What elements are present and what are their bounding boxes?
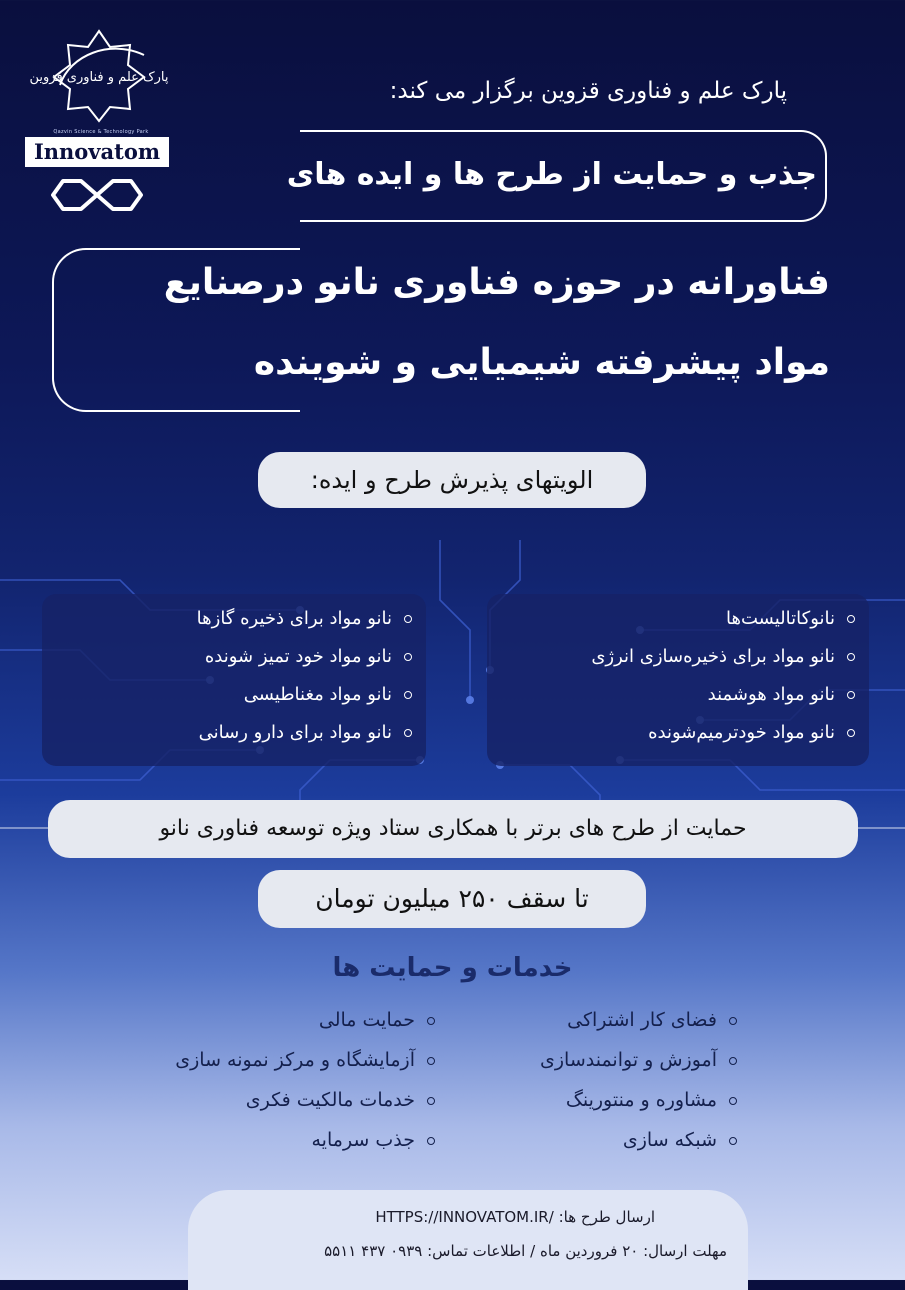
bullet-icon <box>404 615 412 623</box>
funding-ceiling: تا سقف ۲۵۰ میلیون تومان <box>258 870 646 928</box>
main-title-line-1: فناورانه در حوزه فناوری نانو درصنایع <box>163 262 830 303</box>
separator: / <box>530 1242 536 1260</box>
bullet-icon <box>729 1017 737 1025</box>
bullet-icon <box>847 653 855 661</box>
services-list-right <box>540 1000 737 1160</box>
submission-label: ارسال طرح ها: <box>558 1208 655 1226</box>
bullet-icon <box>729 1097 737 1105</box>
list-item: خدمات مالکیت فکری <box>175 1080 435 1120</box>
bullet-icon <box>729 1137 737 1145</box>
list-item: نانو مواد مغناطیسی <box>197 676 412 714</box>
park-logo-caption: Qazvin Science & Technology Park <box>53 129 149 135</box>
bullet-icon <box>847 615 855 623</box>
priorities-list-right <box>591 600 855 752</box>
innovatom-infinity-icon <box>47 175 147 215</box>
main-title-line-2: مواد پیشرفته شیمیایی و شوینده <box>253 342 830 383</box>
bullet-icon <box>427 1017 435 1025</box>
list-item: نانو مواد هوشمند <box>591 676 855 714</box>
list-item: نانوکاتالیست‌ها <box>591 600 855 638</box>
list-item: مشاوره و منتورینگ <box>540 1080 737 1120</box>
services-title: خدمات و حمایت ها <box>332 953 573 983</box>
list-item: حمایت مالی <box>175 1000 435 1040</box>
list-item: نانو مواد برای ذخیره گازها <box>197 600 412 638</box>
support-banner: حمایت از طرح های برتر با همکاری ستاد ویژه توسعه فناوری نانو <box>48 800 858 858</box>
deadline-text: مهلت ارسال: ۲۰ فروردین ماه <box>539 1242 727 1260</box>
list-item: نانو مواد خودترمیم‌شونده <box>591 714 855 752</box>
services-list-left <box>175 1000 435 1160</box>
bullet-icon <box>847 691 855 699</box>
list-item: آموزش و توانمندسازی <box>540 1040 737 1080</box>
organizer-line: پارک علم و فناوری قزوین برگزار می کند: <box>389 78 787 104</box>
bullet-icon <box>404 729 412 737</box>
submission-line <box>375 1208 655 1226</box>
headline: جذب و حمایت از طرح ها و ایده های <box>286 157 817 192</box>
park-seal-logo <box>29 25 169 125</box>
priorities-label: الویتهای پذیرش طرح و ایده: <box>258 452 646 508</box>
bullet-icon <box>427 1097 435 1105</box>
list-item: فضای کار اشتراکی <box>540 1000 737 1040</box>
svg-text:پارک علم و فناوری قزوین: پارک علم و فناوری قزوین <box>29 70 169 85</box>
bullet-icon <box>427 1057 435 1065</box>
list-item: نانو مواد خود تمیز شونده <box>197 638 412 676</box>
list-item: شبکه سازی <box>540 1120 737 1160</box>
submission-link[interactable]: HTTPS://INNOVATOM.IR/ <box>375 1208 554 1226</box>
bullet-icon <box>404 691 412 699</box>
footer-panel <box>188 1190 748 1290</box>
priorities-list-left <box>197 600 412 752</box>
list-item: نانو مواد برای ذخیره‌سازی انرژی <box>591 638 855 676</box>
list-item: نانو مواد برای دارو رسانی <box>197 714 412 752</box>
list-item: آزمایشگاه و مرکز نمونه سازی <box>175 1040 435 1080</box>
bullet-icon <box>847 729 855 737</box>
contact-text: اطلاعات تماس: ۰۹۳۹ ۴۳۷ ۵۵۱۱ <box>324 1242 526 1260</box>
bullet-icon <box>729 1057 737 1065</box>
deadline-contact-line <box>324 1242 727 1260</box>
bullet-icon <box>404 653 412 661</box>
list-item: جذب سرمایه <box>175 1120 435 1160</box>
innovatom-wordmark: Innovatom <box>25 137 169 167</box>
bullet-icon <box>427 1137 435 1145</box>
